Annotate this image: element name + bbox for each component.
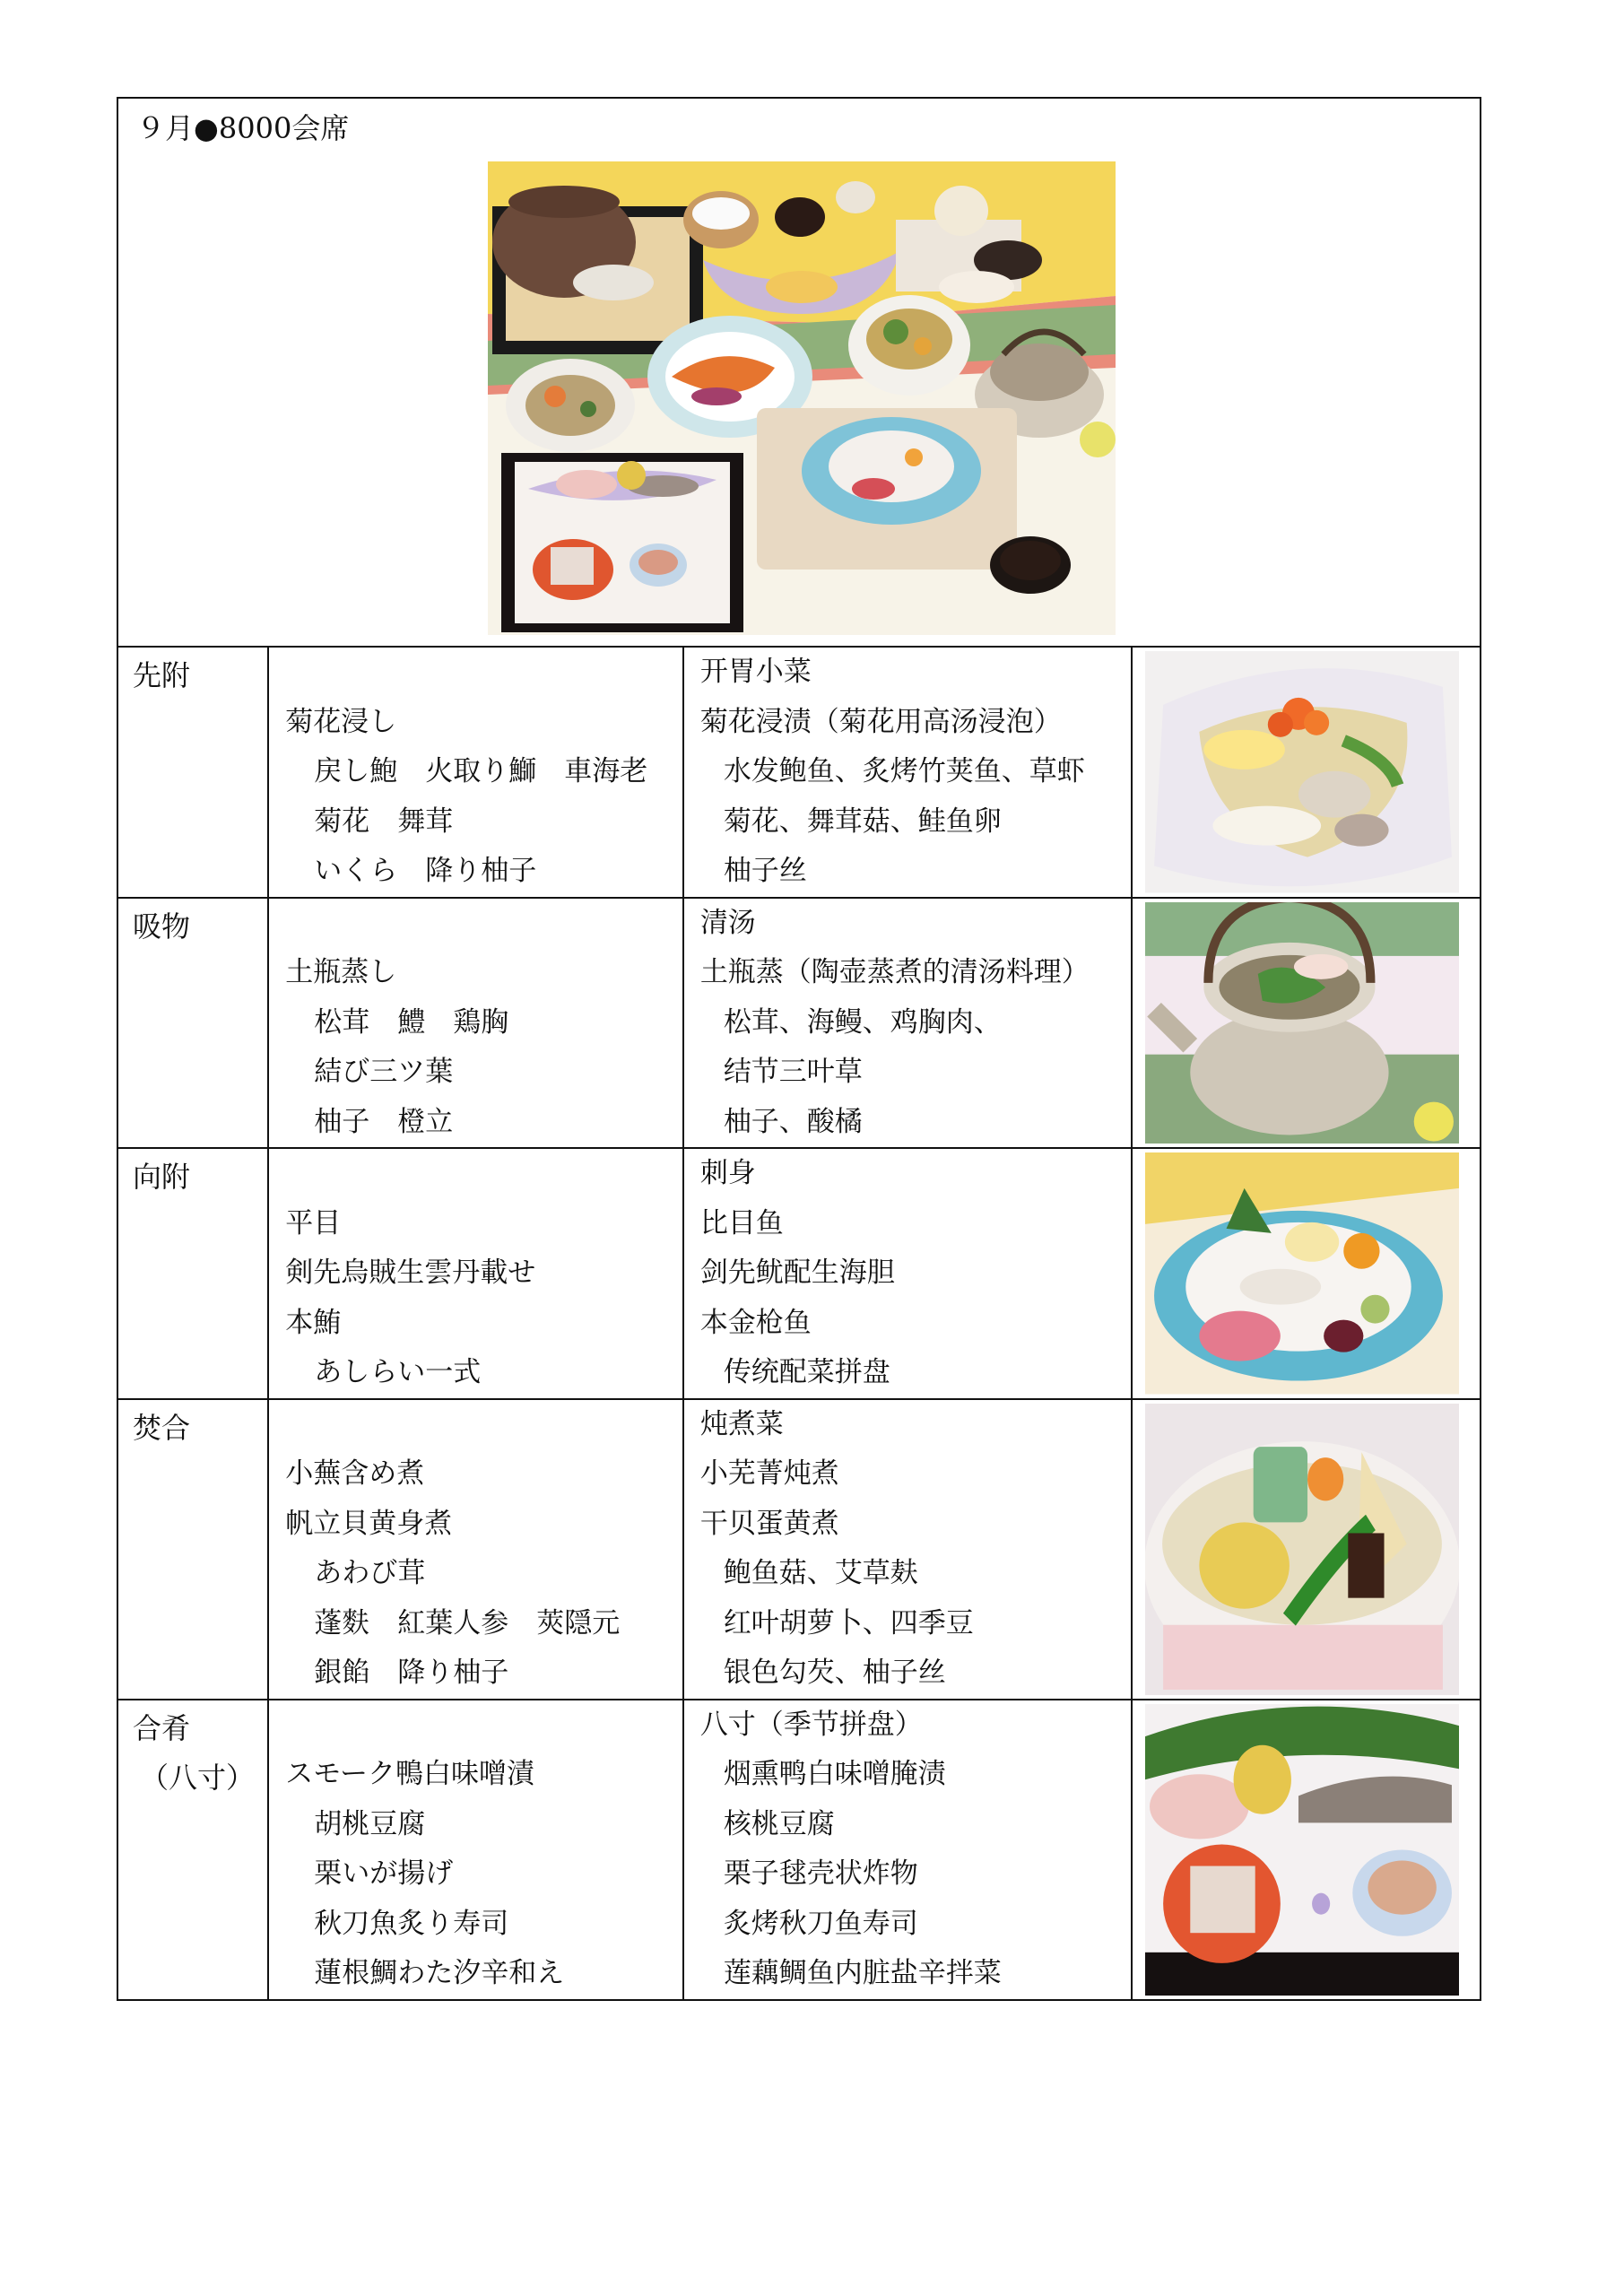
chinese-dish-line: 烟熏鸭白味噌腌渍	[723, 1758, 946, 1790]
chinese-dish-line: 剑先鱿配生海胆	[699, 1257, 895, 1289]
course-category	[117, 898, 268, 1149]
japanese-dish-line: 胡桃豆腐	[314, 1807, 426, 1840]
japanese-dish-line	[269, 1149, 682, 1199]
japanese-dish-line: 蓮根鯛わた汐辛和え	[314, 1957, 565, 1989]
chinese-dish-line: 清汤	[699, 906, 756, 939]
japanese-dish-list	[268, 898, 683, 1149]
chinese-dish-line: 传统配菜拼盘	[723, 1356, 890, 1388]
japanese-dish-line: 本鮪	[285, 1306, 342, 1339]
chinese-dish-line: 八寸（季节拼盘）	[699, 1708, 923, 1741]
chinese-dish-line: 炙烤秋刀鱼寿司	[723, 1907, 918, 1940]
chinese-dish-line: 核桃豆腐	[723, 1807, 835, 1840]
chinese-dish-list	[683, 1700, 1133, 2000]
japanese-dish-list	[268, 647, 683, 898]
japanese-dish-line: 菊花 舞茸	[314, 804, 454, 838]
chinese-dish-line: 刺身	[699, 1157, 756, 1189]
bowl-photo-icon	[1145, 1404, 1459, 1695]
teapot-photo-icon	[1145, 902, 1459, 1144]
chinese-dish-line: 柚子丝	[723, 855, 807, 887]
chinese-dish-line: 水发鲍鱼、炙烤竹荚鱼、草虾	[723, 755, 1085, 787]
japanese-dish-line: 柚子 橙立	[314, 1105, 454, 1138]
course-category	[117, 1148, 268, 1399]
japanese-dish-line: 秋刀魚炙り寿司	[314, 1907, 509, 1940]
japanese-dish-line: いくら 降り柚子	[314, 855, 537, 887]
japanese-dish-line	[269, 1700, 682, 1751]
dish-photo-cell	[1132, 1148, 1481, 1399]
japanese-dish-line: 剣先烏賊生雲丹載せ	[285, 1257, 536, 1289]
japanese-dish-line: 菊花浸し	[285, 705, 397, 738]
chinese-dish-line: 松茸、海鳗、鸡胸肉、	[723, 1005, 1002, 1039]
chinese-dish-list	[683, 898, 1133, 1149]
course-category	[117, 1700, 268, 2000]
chinese-dish-line: 结节三叶草	[723, 1056, 863, 1088]
chinese-dish-line: 比目鱼	[699, 1206, 784, 1239]
japanese-dish-list	[268, 1700, 683, 2000]
japanese-dish-line: 栗いが揚げ	[314, 1857, 454, 1890]
dish-photo-cell	[1132, 898, 1481, 1149]
course-row	[117, 647, 1481, 898]
japanese-dish-line	[269, 1400, 682, 1450]
chinese-dish-list	[683, 1148, 1133, 1399]
japanese-dish-line: 小蕪含め煮	[285, 1457, 425, 1490]
kaiseki-set-photo-icon	[488, 161, 1116, 635]
japanese-dish-line: あわび茸	[314, 1557, 426, 1589]
chinese-dish-list	[683, 1399, 1133, 1700]
course-row	[117, 1399, 1481, 1700]
chinese-dish-line: 本金枪鱼	[699, 1306, 812, 1339]
dish-photo-cell	[1132, 1700, 1481, 2000]
menu-title: ９月●8000会席	[136, 111, 350, 145]
chinese-dish-line: 开胃小菜	[699, 656, 812, 688]
course-row	[117, 1700, 1481, 2000]
course-row	[117, 1148, 1481, 1399]
chinese-dish-line: 菊花、舞茸菇、鲑鱼卵	[723, 804, 1002, 838]
japanese-dish-line: 蓬麩 紅葉人参 莢隠元	[314, 1606, 621, 1639]
chinese-dish-line: 鲍鱼菇、艾草麸	[723, 1557, 918, 1589]
japanese-dish-line	[269, 648, 682, 698]
menu-table	[117, 97, 1481, 2001]
japanese-dish-line: あしらい一式	[314, 1356, 482, 1388]
chinese-dish-line: 栗子毬壳状炸物	[723, 1857, 918, 1890]
menu-page	[117, 97, 1481, 2001]
chinese-dish-line: 红叶胡萝卜、四季豆	[723, 1606, 974, 1639]
course-category-label: 合肴	[133, 1710, 191, 1745]
chinese-dish-line: 银色勾芡、柚子丝	[723, 1657, 946, 1689]
japanese-dish-line: 帆立貝黄身煮	[285, 1507, 453, 1540]
dish-photo-icon	[1145, 651, 1459, 893]
course-category-label: 吸物	[133, 909, 191, 944]
course-category-label: 焚合	[133, 1410, 191, 1445]
japanese-dish-line: 結び三ツ葉	[314, 1056, 454, 1088]
japanese-dish-line: 土瓶蒸し	[285, 956, 397, 988]
japanese-dish-list	[268, 1148, 683, 1399]
japanese-dish-line	[269, 899, 682, 949]
course-row	[117, 898, 1481, 1149]
header-cell	[117, 98, 1481, 647]
dish-photo-cell	[1132, 1399, 1481, 1700]
japanese-dish-line: スモーク鴨白味噌漬	[285, 1758, 534, 1790]
course-category-label: 先附	[133, 658, 191, 692]
hassun-photo-icon	[1145, 1704, 1459, 1996]
chinese-dish-line: 莲藕鲷鱼内脏盐辛拌菜	[723, 1957, 1002, 1989]
japanese-dish-line: 松茸 鱧 鶏胸	[314, 1005, 509, 1039]
japanese-dish-line: 銀餡 降り柚子	[314, 1657, 509, 1689]
course-category	[117, 1399, 268, 1700]
course-category-label: （八寸）	[140, 1760, 256, 1795]
japanese-dish-line: 戻し鮑 火取り鰤 車海老	[314, 755, 648, 787]
japanese-dish-line: 平目	[285, 1206, 342, 1239]
chinese-dish-line: 土瓶蒸（陶壶蒸煮的清汤料理）	[699, 956, 1090, 988]
dish-photo-cell	[1132, 647, 1481, 898]
chinese-dish-line: 炖煮菜	[699, 1407, 784, 1440]
chinese-dish-line: 干贝蛋黄煮	[699, 1507, 839, 1540]
course-category	[117, 647, 268, 898]
course-category-label: 向附	[133, 1160, 191, 1194]
chinese-dish-line: 小芜菁炖煮	[699, 1457, 839, 1490]
chinese-dish-line: 菊花浸渍（菊花用高汤浸泡）	[699, 705, 1062, 738]
chinese-dish-line: 柚子、酸橘	[723, 1105, 863, 1138]
japanese-dish-list	[268, 1399, 683, 1700]
chinese-dish-list	[683, 647, 1133, 898]
sashimi-photo-icon	[1145, 1152, 1459, 1395]
